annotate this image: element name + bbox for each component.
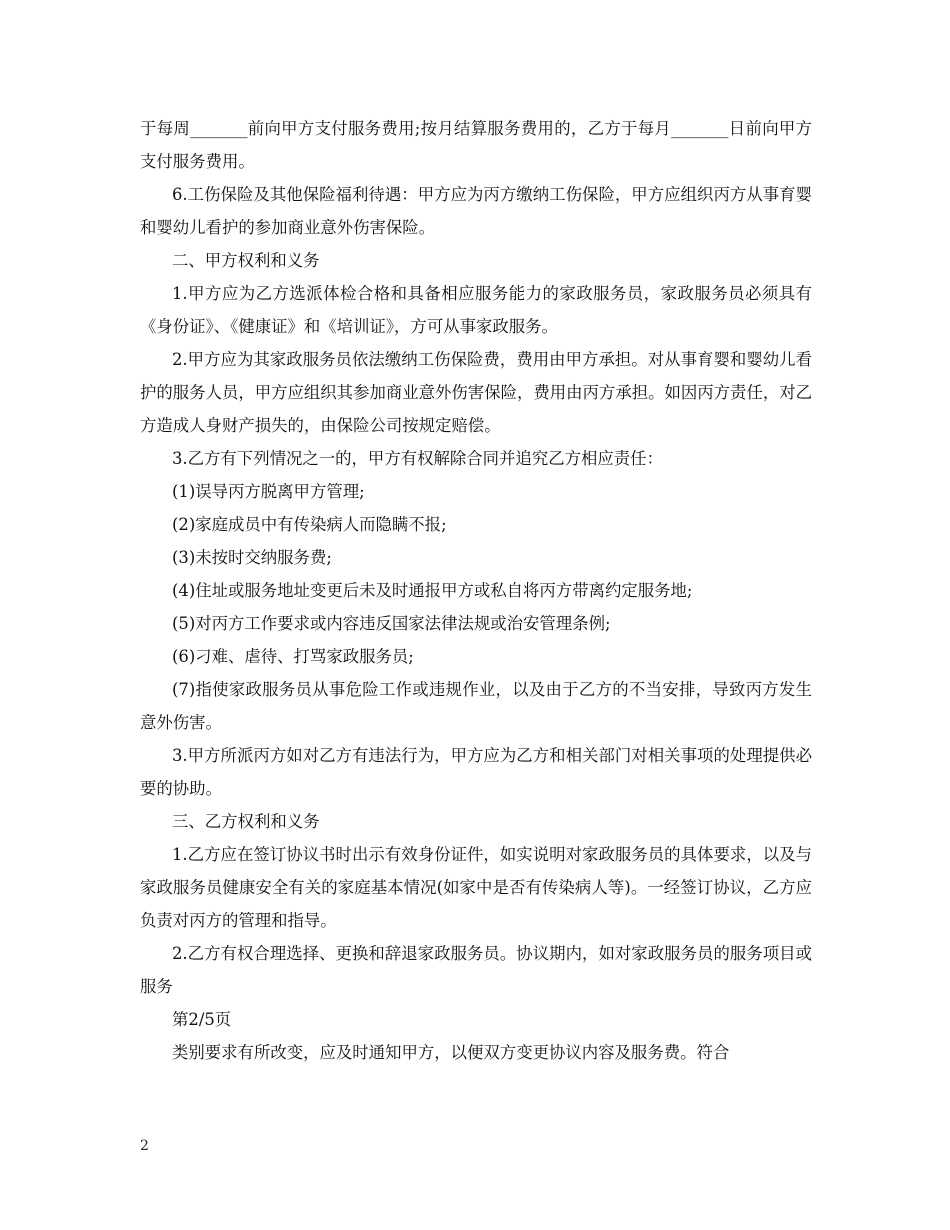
page-number: 2 xyxy=(140,1138,149,1154)
document-body xyxy=(140,112,812,1069)
paragraph-15: 1.乙方应在签订协议书时出示有效身份证件，如实说明对家政服务员的具体要求，以及与家政服务员健康安全有关的家庭基本情况(如家中是否有传染病人等)。一经签订协议，乙方应负责对丙方的管理和指导。 xyxy=(140,845,812,930)
paragraph-13: 3.甲方所派丙方如对乙方有违法行为，甲方应为乙方和相关部门对相关事项的处理提供必要的协助。 xyxy=(140,746,812,798)
paragraph-1: 6.工伤保险及其他保险福利待遇：甲方应为丙方缴纳工伤保险，甲方应组织丙方从事育婴和婴幼儿看护的参加商业意外伤害保险。 xyxy=(140,185,812,237)
inline-page-marker: 第2/5页 xyxy=(172,1010,232,1029)
list-item-6: (6)刁难、虐待、打骂家政服务员; xyxy=(172,647,414,666)
paragraph-4: 2.甲方应为其家政服务员依法缴纳工伤保险费，费用由甲方承担。对从事育婴和婴幼儿看护的服务人员，甲方应组织其参加商业意外伤害保险，费用由丙方承担。如因丙方责任，对乙方造成人身财产损失的，由保险公司按规定赔偿。 xyxy=(140,350,813,435)
paragraph-0: 于每周_______前向甲方支付服务费用;按月结算服务费用的，乙方于每月_______日前向甲方支付服务费用。 xyxy=(140,119,812,171)
paragraph-5: 3.乙方有下列情况之一的，甲方有权解除合同并追究乙方相应责任： xyxy=(172,449,663,468)
list-item-2: (2)家庭成员中有传染病人而隐瞒不报; xyxy=(172,515,447,534)
list-item-5: (5)对丙方工作要求或内容违反国家法律法规或治安管理条例; xyxy=(172,614,611,633)
list-item-3: (3)未按时交纳服务费; xyxy=(172,548,332,567)
section-heading-party-a: 二、甲方权利和义务 xyxy=(172,251,320,270)
section-heading-party-b: 三、乙方权利和义务 xyxy=(172,812,320,831)
list-item-1: (1)误导丙方脱离甲方管理; xyxy=(172,482,365,501)
paragraph-16: 2.乙方有权合理选择、更换和辞退家政服务员。协议期内，如对家政服务员的服务项目或服务 xyxy=(140,944,812,996)
list-item-4: (4)住址或服务地址变更后未及时通报甲方或私自将丙方带离约定服务地; xyxy=(172,581,693,600)
paragraph-3: 1.甲方应为乙方选派体检合格和具备相应服务能力的家政服务员，家政服务员必须具有《身份证》、《健康证》和《培训证》，方可从事家政服务。 xyxy=(140,284,812,336)
list-item-7: (7)指使家政服务员从事危险工作或违规作业，以及由于乙方的不当安排，导致丙方发生意外伤害。 xyxy=(140,680,812,732)
paragraph-18: 类别要求有所改变，应及时通知甲方，以便双方变更协议内容及服务费。符合 xyxy=(172,1043,730,1062)
